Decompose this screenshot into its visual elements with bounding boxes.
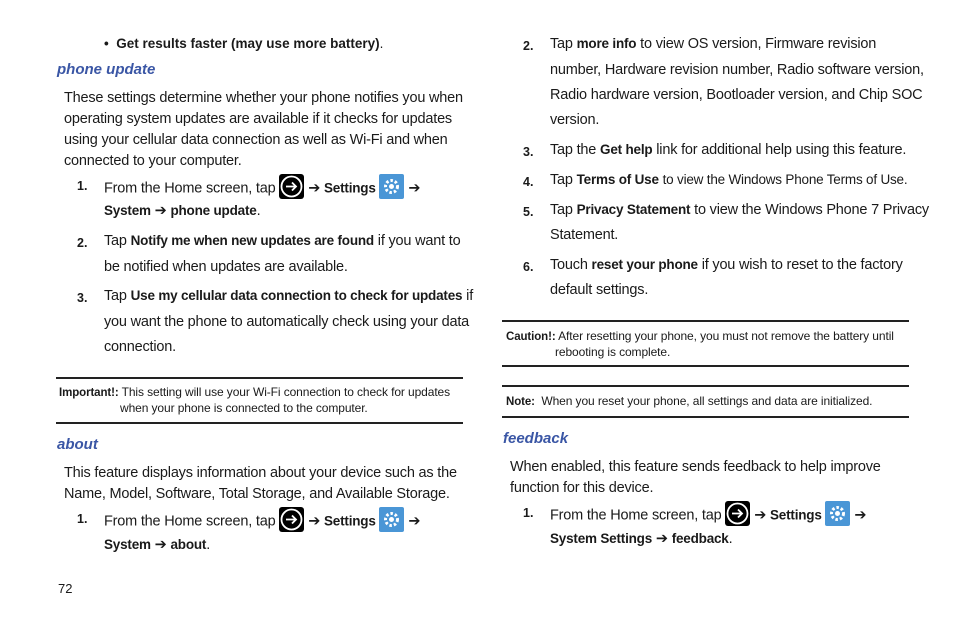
step-text-path: System ➔ phone update. xyxy=(104,203,261,219)
step-number: 1. xyxy=(523,506,534,520)
step-text: Tap Privacy Statement to view the Windows Phone 7 Privacy xyxy=(550,202,929,218)
divider xyxy=(502,416,909,418)
step-text: Touch reset your phone if you wish to reset to the factory xyxy=(550,257,903,273)
step-text: version. xyxy=(550,112,600,128)
step-text-path: System Settings ➔ feedback. xyxy=(550,531,733,547)
divider xyxy=(502,385,909,387)
circle-arrow-icon xyxy=(279,507,304,532)
step-text: Radio hardware version, Bootloader version, and Chip SOC xyxy=(550,87,923,103)
section-heading-feedback: feedback xyxy=(503,430,569,447)
bullet-item: • Get results faster (may use more battery). xyxy=(104,36,384,51)
step-number: 5. xyxy=(523,205,534,219)
gear-icon xyxy=(379,174,404,199)
phone-update-paragraph: These settings determine whether your phone notifies you when operating system updates are available if it checks for updates using your cellular data connection as well as Wi-Fi and when connected to your computer. xyxy=(64,90,463,169)
section-heading-phone-update: phone update xyxy=(57,61,156,78)
step-text: Tap Terms of Use to view the Windows Phone Terms of Use. xyxy=(550,172,908,188)
feedback-paragraph: When enabled, this feature sends feedback to help improve function for this device. xyxy=(510,459,881,496)
step-number: 1. xyxy=(77,179,88,193)
circle-arrow-icon xyxy=(279,174,304,199)
step-text: Tap Notify me when new updates are found if you want to xyxy=(104,233,461,249)
gear-icon xyxy=(825,501,850,526)
step-text: From the Home screen, tap ➔ Settings ➔ xyxy=(104,176,420,201)
step-text: be notified when updates are available. xyxy=(104,259,348,275)
step-number: 4. xyxy=(523,175,534,189)
divider xyxy=(502,365,909,367)
section-heading-about: about xyxy=(57,436,98,453)
step-number: 3. xyxy=(523,145,534,159)
step-text: Tap Use my cellular data connection to check for updates if xyxy=(104,288,474,304)
page-number: 72 xyxy=(58,581,73,596)
note: Note: When you reset your phone, all settings and data are initialized. xyxy=(506,394,873,408)
step-text: Statement. xyxy=(550,227,619,243)
step-text: Tap more info to view OS version, Firmware revision xyxy=(550,36,877,52)
step-number: 2. xyxy=(77,236,88,250)
important-note: Important!: This setting will use your Wi-Fi connection to check for updates when your phone is connected to the computer. xyxy=(59,385,451,415)
step-number: 3. xyxy=(77,291,88,305)
step-number: 1. xyxy=(77,512,88,526)
step-text: From the Home screen, tap ➔ Settings ➔ xyxy=(550,503,866,528)
step-text: Tap the Get help link for additional help using this feature. xyxy=(550,142,907,158)
step-text: From the Home screen, tap ➔ Settings ➔ xyxy=(104,509,420,534)
about-paragraph: This feature displays information about your device such as the Name, Model, Software, Total Storage, and Available Storage. xyxy=(64,465,457,502)
divider xyxy=(56,422,463,424)
step-text: default settings. xyxy=(550,282,649,298)
step-text: you want the phone to automatically check using your data xyxy=(104,314,470,330)
step-text: connection. xyxy=(104,339,176,355)
step-number: 2. xyxy=(523,39,534,53)
step-text-path: System ➔ about. xyxy=(104,537,211,553)
circle-arrow-icon xyxy=(725,501,750,526)
gear-icon xyxy=(379,507,404,532)
step-text: number, Hardware revision number, Radio software version, xyxy=(550,62,924,78)
step-number: 6. xyxy=(523,260,534,274)
divider xyxy=(502,320,909,322)
caution-note: Caution!: After resetting your phone, you must not remove the battery until rebooting is complete. xyxy=(506,329,894,359)
divider xyxy=(56,377,463,379)
